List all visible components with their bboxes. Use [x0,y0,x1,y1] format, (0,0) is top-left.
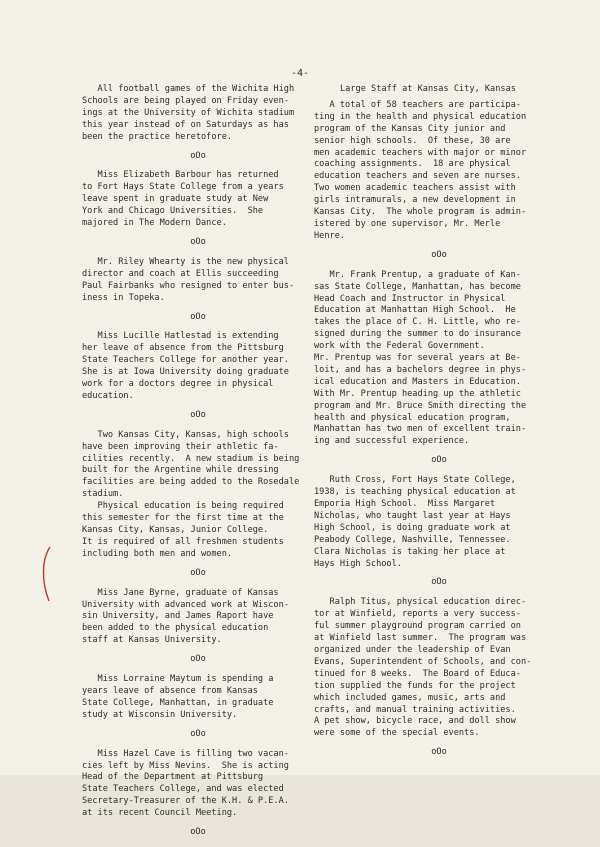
text-line: Head of the Department at Pittsburg [82,772,264,783]
text-line: York and Chicago Universities. She [82,206,264,217]
text-line: facilities are being added to the Rosedale [82,477,300,488]
text-line: senior high schools. Of these, 30 are [314,135,511,146]
text-line: tion supplied the funds for the project [314,680,516,691]
text-line: All football games of the Wichita High [82,84,295,94]
news-paragraph [82,749,314,820]
text-line: Clara Nicholas is taking her place at [314,546,506,557]
news-paragraph [314,475,564,570]
section-separator: oOo [431,747,447,758]
text-line: men academic teachers with major or minor [314,147,527,158]
section-separator: oOo [190,654,206,665]
news-paragraph [82,170,314,230]
news-paragraph [82,257,314,305]
text-line: Ruth Cross, Fort Hays State College, [314,475,516,486]
text-line: State College, Manhattan, in graduate [82,697,274,708]
section-separator: oOo [431,455,447,466]
text-line: sas State College, Manhattan, has become [314,281,521,292]
text-line: State Teachers College, and was elected [82,784,284,795]
news-paragraph [82,674,314,722]
text-line: stadium. [82,489,124,500]
text-line: Schools are being played on Friday even- [82,95,289,106]
text-line: to Fort Hays State College from a years [82,182,284,193]
text-line: years leave of absence from Kansas [82,685,258,696]
text-line: study at Wisconsin University. [82,709,238,720]
text-line: Peabody College, Nashville, Tennessee. [314,534,511,545]
news-paragraph [314,100,564,243]
text-line: this year instead of on Saturdays as has [82,119,289,130]
section-separator: oOo [190,409,206,420]
text-line: Hays High School. [314,558,402,569]
text-line: organized under the leadership of Evan [314,644,511,655]
text-line: education teachers and seven are nurses. [314,171,521,182]
text-line: Emporia High School. Miss Margaret [314,499,496,509]
text-line: She is at Iowa University doing graduate [82,367,289,378]
right-column [314,84,564,767]
text-line: Nicholas, who taught last year at Hays [314,510,511,521]
text-line: Mr. Prentup was for several years at Be- [314,353,521,364]
text-line: leave spent in graduate study at New [82,194,269,205]
text-line: It is required of all freshmen students [82,536,284,547]
news-paragraph [314,597,564,740]
article-heading: Large Staff at Kansas City, Kansas [340,84,516,94]
text-line: crafts, and manual training activities. [314,704,516,715]
section-separator: oOo [190,150,206,161]
left-column [82,84,314,847]
text-line: tinued for 8 weeks. The Board of Educa- [314,668,521,679]
text-line: health and physical education program, [314,412,511,423]
text-line: staff at Kansas University. [82,635,222,646]
text-line: loit, and has a bachelors degree in phys- [314,364,527,375]
text-line: which included games, music, arts and [314,692,506,703]
text-line: work with the Federal Government. [314,341,485,352]
text-line: Evans, Superintendent of Schools, and con- [314,656,532,667]
section-separator: oOo [431,249,447,260]
text-line: Miss Lucille Hatlestad is extending [82,331,279,342]
text-line: Secretary-Treasurer of the K.H. & P.E.A. [82,796,289,807]
text-line: cilities recently. A new stadium is being [82,453,300,464]
text-line: Miss Jane Byrne, graduate of Kansas [82,587,279,598]
text-line: tor at Winfield, reports a very success- [314,609,521,620]
text-line: ful summer playground program carried on [314,621,521,632]
text-line: program and Mr. Bruce Smith directing the [314,400,527,411]
text-line: at its recent Council Meeting. [82,808,238,819]
section-separator: oOo [190,728,206,739]
text-line: girls intramurals, a new development in [314,195,516,206]
text-line: Manhattan has two men of excellent train- [314,424,527,435]
text-line: A pet show, bicycle race, and doll show [314,716,516,727]
text-line: ical education and Masters in Education. [314,376,521,387]
text-line: ing and successful experience. [314,436,470,447]
text-line: cies left by Miss Nevins. She is acting [82,760,289,771]
text-line: Two Kansas City, Kansas, high schools [82,429,289,440]
text-line: including both men and women. [82,548,233,559]
text-line: Kansas City, Kansas, Junior College. [82,525,269,535]
text-line: Education at Manhattan High School. He [314,305,516,316]
text-line: Miss Lorraine Maytum is spending a [82,674,274,685]
text-line: signed during the summer to do insurance [314,329,521,340]
text-line: education. [82,390,134,401]
news-paragraph [314,270,564,449]
text-line: 1938, is teaching physical education at [314,487,516,498]
news-paragraph [82,331,314,402]
text-line: A total of 58 teachers are participa- [314,99,521,110]
text-line: program of the Kansas City junior and [314,123,506,134]
text-line: Henre. [314,230,346,241]
text-line: Mr. Riley Whearty is the new physical [82,256,289,267]
text-line: coaching assignments. 18 are physical [314,159,511,170]
text-line: this semester for the first time at the [82,513,284,524]
text-line: her leave of absence from the Pittsburg [82,343,284,354]
text-line: With Mr. Prentup heading up the athletic [314,388,521,399]
text-line: Two women academic teachers assist with [314,183,516,194]
section-separator: oOo [190,827,206,838]
text-line: istered by one supervisor, Mr. Merle [314,218,501,229]
text-line: iness in Topeka. [82,292,165,303]
text-line: ings at the University of Wichita stadium [82,107,295,118]
text-line: Head Coach and Instructor in Physical [314,293,506,304]
section-separator: oOo [190,311,206,322]
text-line: Miss Hazel Cave is filling two vacan- [82,748,289,759]
text-line: Miss Elizabeth Barbour has returned [82,170,279,181]
text-line: been the practice heretofore. [82,131,233,142]
text-line: work for a doctors degree in physical [82,379,274,390]
text-line: were some of the special events. [314,728,480,739]
red-margin-mark [38,545,54,603]
text-line: at Winfield last summer. The program was [314,633,527,644]
section-separator: oOo [190,567,206,578]
text-line: Physical education is being required [82,501,284,512]
text-line: State Teachers College for another year. [82,355,289,366]
text-line: been added to the physical education [82,623,269,634]
text-line: Kansas City. The whole program is admin- [314,207,527,218]
text-line: ting in the health and physical education [314,111,527,122]
text-line: High School, is doing graduate work at [314,522,511,533]
text-line: have been improving their athletic fa- [82,441,279,452]
news-paragraph [82,430,314,561]
text-line: built for the Argentine while dressing [82,465,279,476]
text-line: takes the place of C. H. Little, who re- [314,317,521,328]
text-line: Ralph Titus, physical education direc- [314,597,527,608]
page-number: -4- [290,68,310,79]
text-line: University with advanced work at Wiscon- [82,599,289,610]
news-paragraph [82,84,314,144]
section-separator: oOo [190,236,206,247]
news-paragraph [82,588,314,648]
text-line: Mr. Frank Prentup, a graduate of Kan- [314,269,521,280]
text-line: Paul Fairbanks who resigned to enter bus- [82,280,295,291]
text-line: majored in The Modern Dance. [82,218,227,229]
section-separator: oOo [431,577,447,588]
text-line: director and coach at Ellis succeeding [82,268,279,279]
text-line: sin University, and James Raport have [82,611,274,622]
